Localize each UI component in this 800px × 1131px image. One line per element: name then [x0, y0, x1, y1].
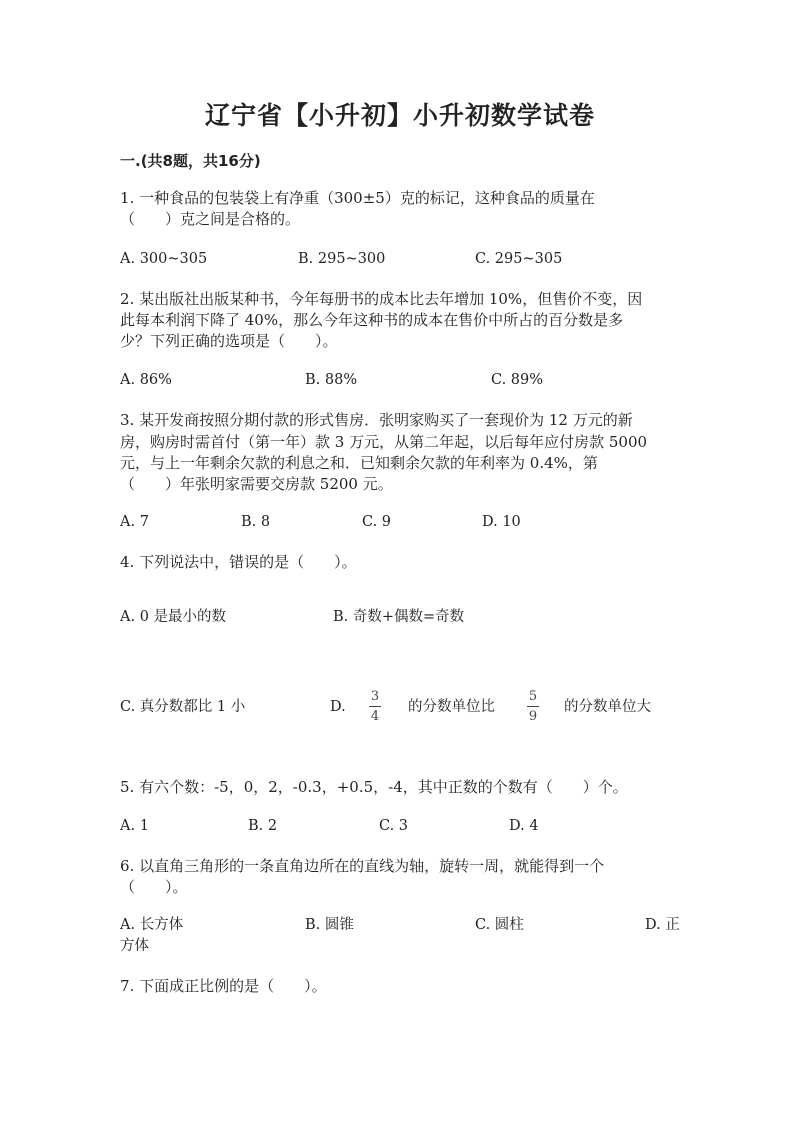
question-1-line-1: 1. 一种食品的包装袋上有净重（300±5）克的标记，这种食品的质量在 [120, 189, 595, 207]
fraction-numerator: 5 [528, 689, 538, 704]
question-5-option-d: D. 4 [509, 818, 539, 834]
question-4-option-d-middle: 的分数单位比 [408, 699, 495, 715]
question-4-option-d-label: D. [330, 699, 346, 715]
question-6-option-a: A. 长方体 [120, 917, 184, 933]
question-2-line-3: 少？下列正确的选项是（ ）。 [120, 332, 338, 350]
fraction-three-quarters [369, 689, 381, 724]
fraction-denominator: 9 [528, 709, 538, 724]
question-6-option-c: C. 圆柱 [475, 917, 524, 933]
question-6-option-b: B. 圆锥 [305, 917, 354, 933]
question-3-option-c: C. 9 [362, 514, 392, 530]
fraction-bar [527, 706, 539, 707]
question-2-option-b: B. 88% [305, 372, 358, 388]
question-3-line-4: （ ）年张明家需要交房款 5200 元。 [120, 475, 393, 493]
question-1-option-b: B. 295~300 [298, 251, 386, 267]
question-1-line-2: （ ）克之间是合格的。 [120, 210, 301, 228]
question-3-option-a: A. 7 [120, 514, 149, 530]
question-1-option-c: C. 295~305 [475, 251, 563, 267]
question-1-option-a: A. 300~305 [120, 251, 208, 267]
question-2-option-a: A. 86% [120, 372, 172, 388]
question-3-line-1: 3. 某开发商按照分期付款的形式售房．张明家购买了一套现价为 12 万元的新 [120, 411, 633, 429]
section-heading: 一.(共8题，共16分) [120, 152, 261, 170]
fraction-five-ninths [527, 689, 539, 724]
fraction-bar [369, 706, 381, 707]
fraction-numerator: 3 [370, 689, 380, 704]
fraction-denominator: 4 [370, 709, 380, 724]
question-5-option-a: A. 1 [120, 818, 149, 834]
question-5-line-1: 5. 有六个数：-5，0，2，-0.3，+0.5，-4，其中正数的个数有（ ）个。 [120, 778, 628, 796]
question-2-line-2: 此每本利润下降了 40%，那么今年这种书的成本在售价中所占的百分数是多 [120, 311, 624, 329]
question-7-line-1: 7. 下面成正比例的是（ ）。 [120, 977, 327, 995]
question-5-option-c: C. 3 [379, 818, 409, 834]
question-3-option-d: D. 10 [482, 514, 521, 530]
page-title: 辽宁省【小升初】小升初数学试卷 [204, 101, 595, 130]
question-4-option-d-end: 的分数单位大 [564, 699, 651, 715]
question-4-option-c: C. 真分数都比 1 小 [120, 699, 246, 715]
question-2-option-c: C. 89% [491, 372, 544, 388]
question-6-option-d: D. 正 [645, 917, 680, 933]
question-6-line-2: （ ）。 [120, 878, 188, 896]
question-3-line-2: 房，购房时需首付（第一年）款 3 万元，从第二年起，以后每年应付房款 5000 [120, 433, 648, 451]
question-5-option-b: B. 2 [248, 818, 278, 834]
question-3-option-b: B. 8 [241, 514, 271, 530]
question-2-line-1: 2. 某出版社出版某种书，今年每册书的成本比去年增加 10%，但售价不变，因 [120, 290, 643, 308]
question-6-line-1: 6. 以直角三角形的一条直角边所在的直线为轴，旋转一周，就能得到一个 [120, 857, 605, 875]
question-4-line-1: 4. 下列说法中，错误的是（ ）。 [120, 553, 357, 571]
question-4-option-b: B. 奇数+偶数=奇数 [333, 609, 465, 625]
question-3-line-3: 元，与上一年剩余欠款的利息之和．已知剩余欠款的年利率为 0.4%，第 [120, 454, 598, 472]
question-4-option-a: A. 0 是最小的数 [120, 609, 227, 625]
question-6-option-d-wrap: 方体 [120, 938, 149, 954]
